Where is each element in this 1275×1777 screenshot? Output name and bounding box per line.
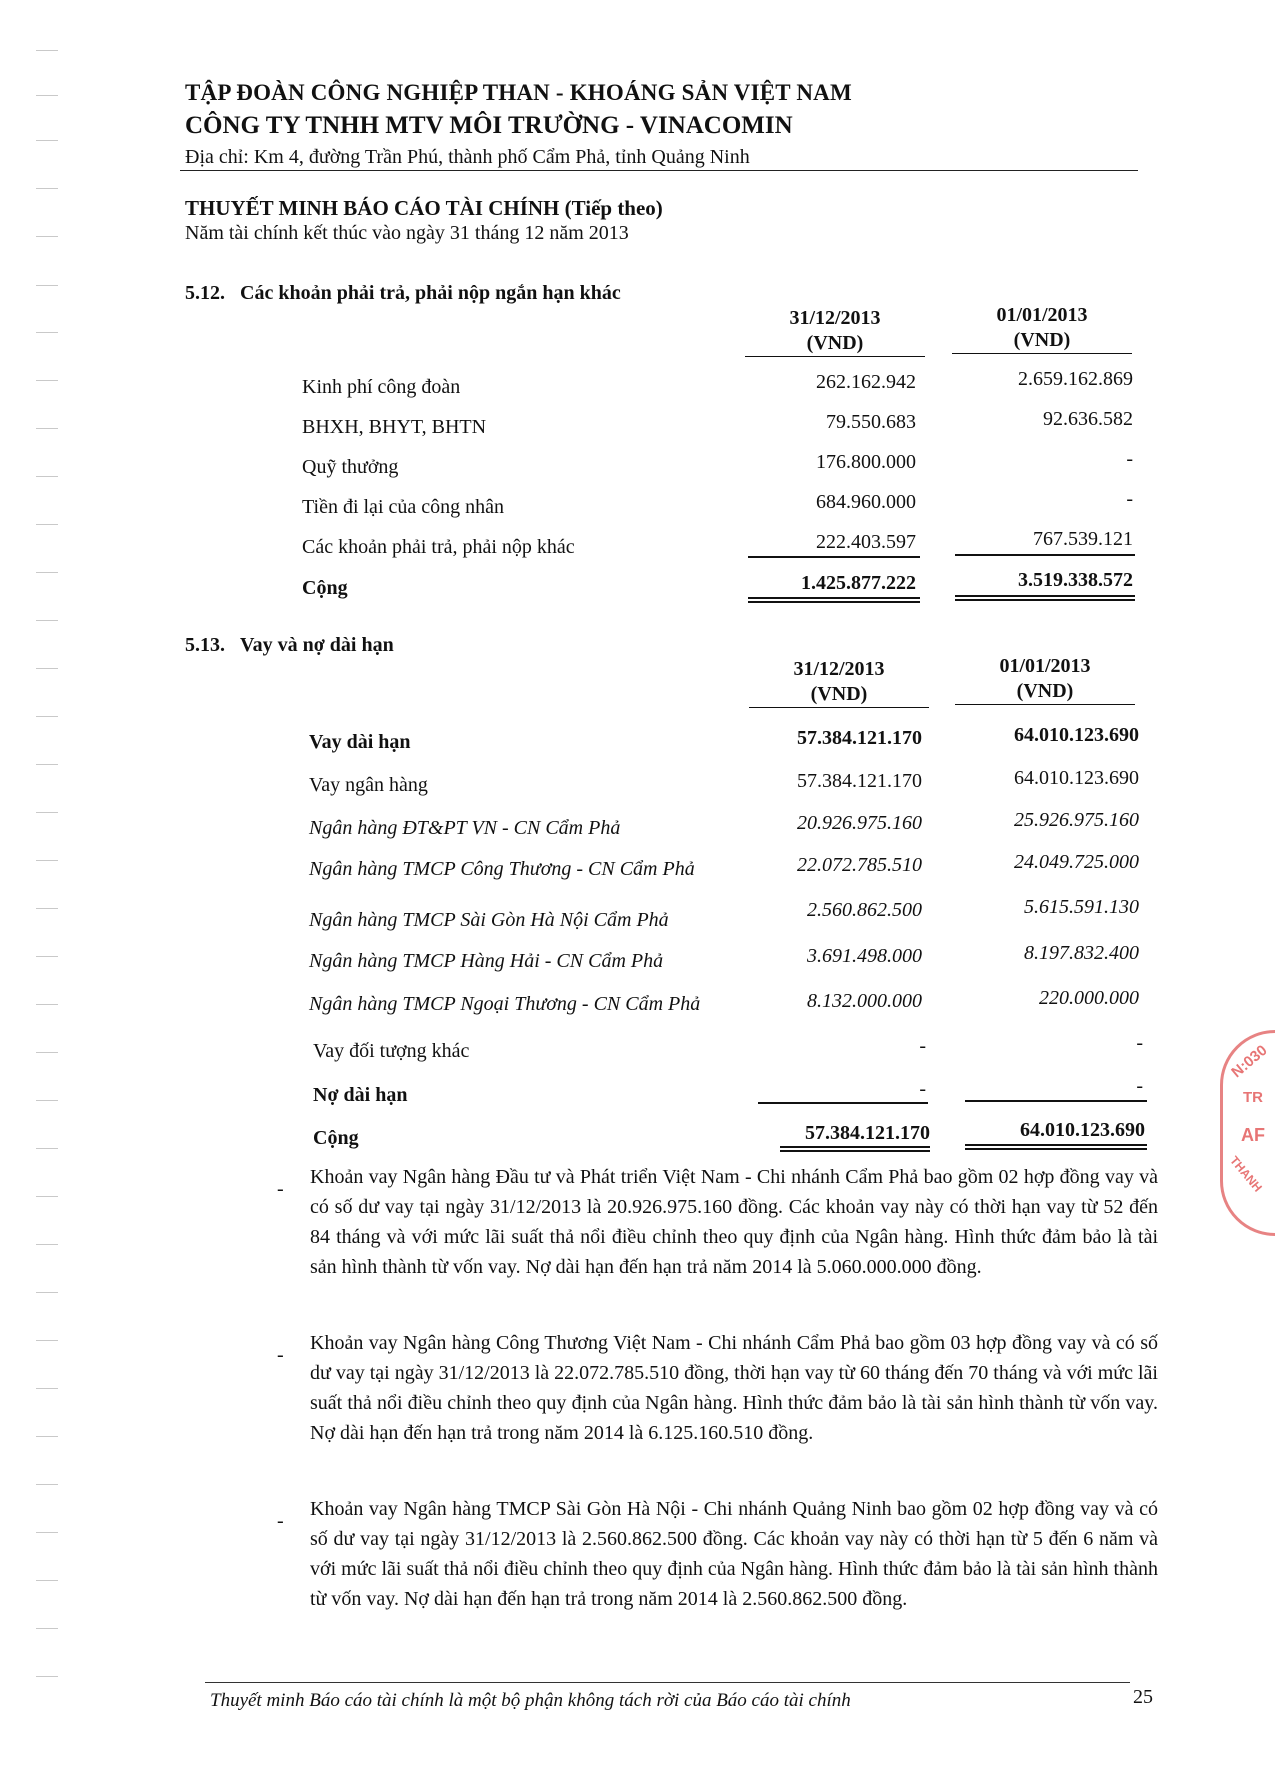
value-2013: 22.072.785.510 (797, 854, 922, 876)
value-2012: - (1136, 1032, 1143, 1054)
row-label: Vay đối tượng khác (313, 1040, 470, 1062)
report-title: THUYẾT MINH BÁO CÁO TÀI CHÍNH (Tiếp theo) (185, 196, 663, 220)
row-label: Nợ dài hạn (313, 1084, 408, 1106)
value-2012: 767.539.121 (1033, 528, 1133, 550)
row-label: Vay dài hạn (309, 731, 411, 753)
row-label: Ngân hàng TMCP Công Thương - CN Cẩm Phả (309, 858, 695, 880)
value-2013: 684.960.000 (816, 491, 916, 513)
row-label: Tiền đi lại của công nhân (302, 496, 505, 518)
col-unit: (VND) (952, 328, 1132, 354)
total-double-rule (780, 1150, 930, 1152)
stamp-text: TR (1243, 1089, 1263, 1106)
total-label: Cộng (313, 1127, 359, 1149)
row-label: Vay ngân hàng (309, 774, 428, 796)
row-label: Ngân hàng TMCP Ngoại Thương - CN Cẩm Phả (309, 993, 701, 1015)
total-double-rule (748, 597, 920, 599)
footer-divider (205, 1682, 1130, 1683)
col-header-2012 (952, 303, 1132, 354)
subtotal-rule (965, 1100, 1147, 1102)
total-double-rule (965, 1144, 1147, 1146)
section-title: Các khoản phải trả, phải nộp ngắn hạn khác (240, 282, 621, 304)
value-2013: 2.560.862.500 (807, 899, 922, 921)
row-label: Ngân hàng TMCP Sài Gòn Hà Nội Cẩm Phả (309, 909, 669, 931)
note-bullet: - (277, 1178, 284, 1200)
note-paragraph: Khoản vay Ngân hàng Công Thương Việt Nam - Chi nhánh Cẩm Phả bao gồm 03 hợp đồng vay và có số dư vay tại ngày 31/12/2013 là 22.072.785.510 đồng, thời hạn vay từ 60 tháng đến 70 tháng và với mức lãi suất thả nổi điều chỉnh theo quy định của Ngân hàng. Hình thức đảm bảo là tài sản hình thành từ vốn vay. Nợ dài hạn đến hạn trả trong năm 2014 là 6.125.160.510 đồng. (310, 1332, 1158, 1444)
value-2013: 222.403.597 (816, 531, 916, 553)
col-unit: (VND) (745, 331, 925, 357)
col-unit: (VND) (955, 679, 1135, 705)
total-double-rule (965, 1148, 1147, 1150)
total-2013: 57.384.121.170 (805, 1122, 930, 1144)
value-2012: 64.010.123.690 (1014, 724, 1139, 746)
value-2013: 79.550.683 (826, 411, 916, 433)
section-title: Vay và nợ dài hạn (240, 634, 394, 656)
note-bullet: - (277, 1510, 284, 1532)
note-bullet: - (277, 1344, 284, 1366)
group-name: TẬP ĐOÀN CÔNG NGHIỆP THAN - KHOÁNG SẢN VIỆT NAM (185, 80, 852, 105)
row-label: Ngân hàng ĐT&PT VN - CN Cẩm Phả (309, 817, 621, 839)
report-period: Năm tài chính kết thúc vào ngày 31 tháng 12 năm 2013 (185, 222, 629, 244)
stamp-text: THANH (1227, 1153, 1265, 1195)
value-2012: 2.659.162.869 (1018, 368, 1133, 390)
value-2012: 92.636.582 (1043, 408, 1133, 430)
section-513-heading (185, 634, 394, 657)
company-seal-stamp (1220, 1030, 1275, 1236)
note-paragraph: Khoản vay Ngân hàng Đầu tư và Phát triển Việt Nam - Chi nhánh Cẩm Phả bao gồm 02 hợp đồng vay và có số dư vay tại ngày 31/12/2013 là 20.926.975.160 đồng. Các khoản vay này có thời hạn vay từ 52 đến 84 tháng và với mức lãi suất thả nổi điều chỉnh theo quy định của Ngân hàng. Hình thức đảm bảo là tài sản hình thành từ vốn vay. Nợ dài hạn đến hạn trả năm 2014 là 5.060.000.000 đồng. (310, 1166, 1158, 1278)
page-number: 25 (1133, 1686, 1153, 1708)
col-date: 01/01/2013 (996, 304, 1088, 326)
total-double-rule (748, 601, 920, 603)
row-label: Kinh phí công đoàn (302, 376, 461, 398)
total-double-rule (780, 1146, 930, 1148)
value-2012: 25.926.975.160 (1014, 809, 1139, 831)
company-address: Địa chỉ: Km 4, đường Trần Phú, thành phố Cẩm Phả, tỉnh Quảng Ninh (185, 146, 750, 168)
value-2012: 24.049.725.000 (1014, 851, 1139, 873)
col-header-2012 (955, 654, 1135, 705)
note-paragraph: Khoản vay Ngân hàng TMCP Sài Gòn Hà Nội - Chi nhánh Quảng Ninh bao gồm 02 hợp đồng vay và có số dư vay tại ngày 31/12/2013 là 2.560.862.500 đồng. Các khoản vay này có thời hạn từ 5 đến 6 năm và với mức lãi suất thả nổi điều chỉnh theo quy định của Ngân hàng. Hình thức đảm bảo là tài sản hình thành từ vốn vay. Nợ dài hạn đến hạn trả trong năm 2014 là 2.560.862.500 đồng. (310, 1498, 1158, 1610)
value-2013: 20.926.975.160 (797, 812, 922, 834)
value-2012: - (1136, 1075, 1143, 1097)
header-divider (180, 170, 1138, 171)
col-header-2013 (749, 657, 929, 708)
total-double-rule (955, 595, 1135, 597)
col-date: 01/01/2013 (999, 655, 1091, 677)
value-2013: - (919, 1078, 926, 1100)
value-2012: - (1126, 488, 1133, 510)
company-name: CÔNG TY TNHH MTV MÔI TRƯỜNG - VINACOMIN (185, 112, 793, 139)
row-label: Ngân hàng TMCP Hàng Hải - CN Cẩm Phả (309, 950, 664, 972)
value-2013: 57.384.121.170 (797, 770, 922, 792)
footer-note: Thuyết minh Báo cáo tài chính là một bộ phận không tách rời của Báo cáo tài chính (210, 1690, 851, 1711)
section-number: 5.13. (185, 634, 225, 656)
total-2013: 1.425.877.222 (801, 572, 916, 594)
total-2012: 3.519.338.572 (1018, 569, 1133, 591)
stamp-text: N:030 (1228, 1041, 1271, 1082)
scan-margin-ticks (36, 40, 60, 1740)
row-label: Các khoản phải trả, phải nộp khác (302, 536, 575, 558)
value-2013: 57.384.121.170 (797, 727, 922, 749)
row-label: BHXH, BHYT, BHTN (302, 416, 487, 438)
value-2012: 5.615.591.130 (1024, 896, 1139, 918)
stamp-text: AF (1241, 1125, 1265, 1145)
value-2013: - (919, 1035, 926, 1057)
value-2012: 8.197.832.400 (1024, 942, 1139, 964)
value-2013: 262.162.942 (816, 371, 916, 393)
value-2012: 64.010.123.690 (1014, 767, 1139, 789)
value-2013: 3.691.498.000 (807, 945, 922, 967)
total-label: Cộng (302, 577, 348, 599)
value-2013: 8.132.000.000 (807, 990, 922, 1012)
col-unit: (VND) (749, 682, 929, 708)
subtotal-rule (758, 1102, 928, 1104)
value-2012: - (1126, 448, 1133, 470)
col-date: 31/12/2013 (789, 307, 881, 329)
col-date: 31/12/2013 (793, 658, 885, 680)
total-double-rule (955, 599, 1135, 601)
value-2012: 220.000.000 (1039, 987, 1139, 1009)
section-number: 5.12. (185, 282, 225, 304)
value-2013: 176.800.000 (816, 451, 916, 473)
subtotal-rule (748, 556, 920, 558)
col-header-2013 (745, 306, 925, 357)
total-2012: 64.010.123.690 (1020, 1119, 1145, 1141)
row-label: Quỹ thưởng (302, 456, 399, 478)
subtotal-rule (955, 554, 1135, 556)
section-512-heading (185, 282, 621, 305)
